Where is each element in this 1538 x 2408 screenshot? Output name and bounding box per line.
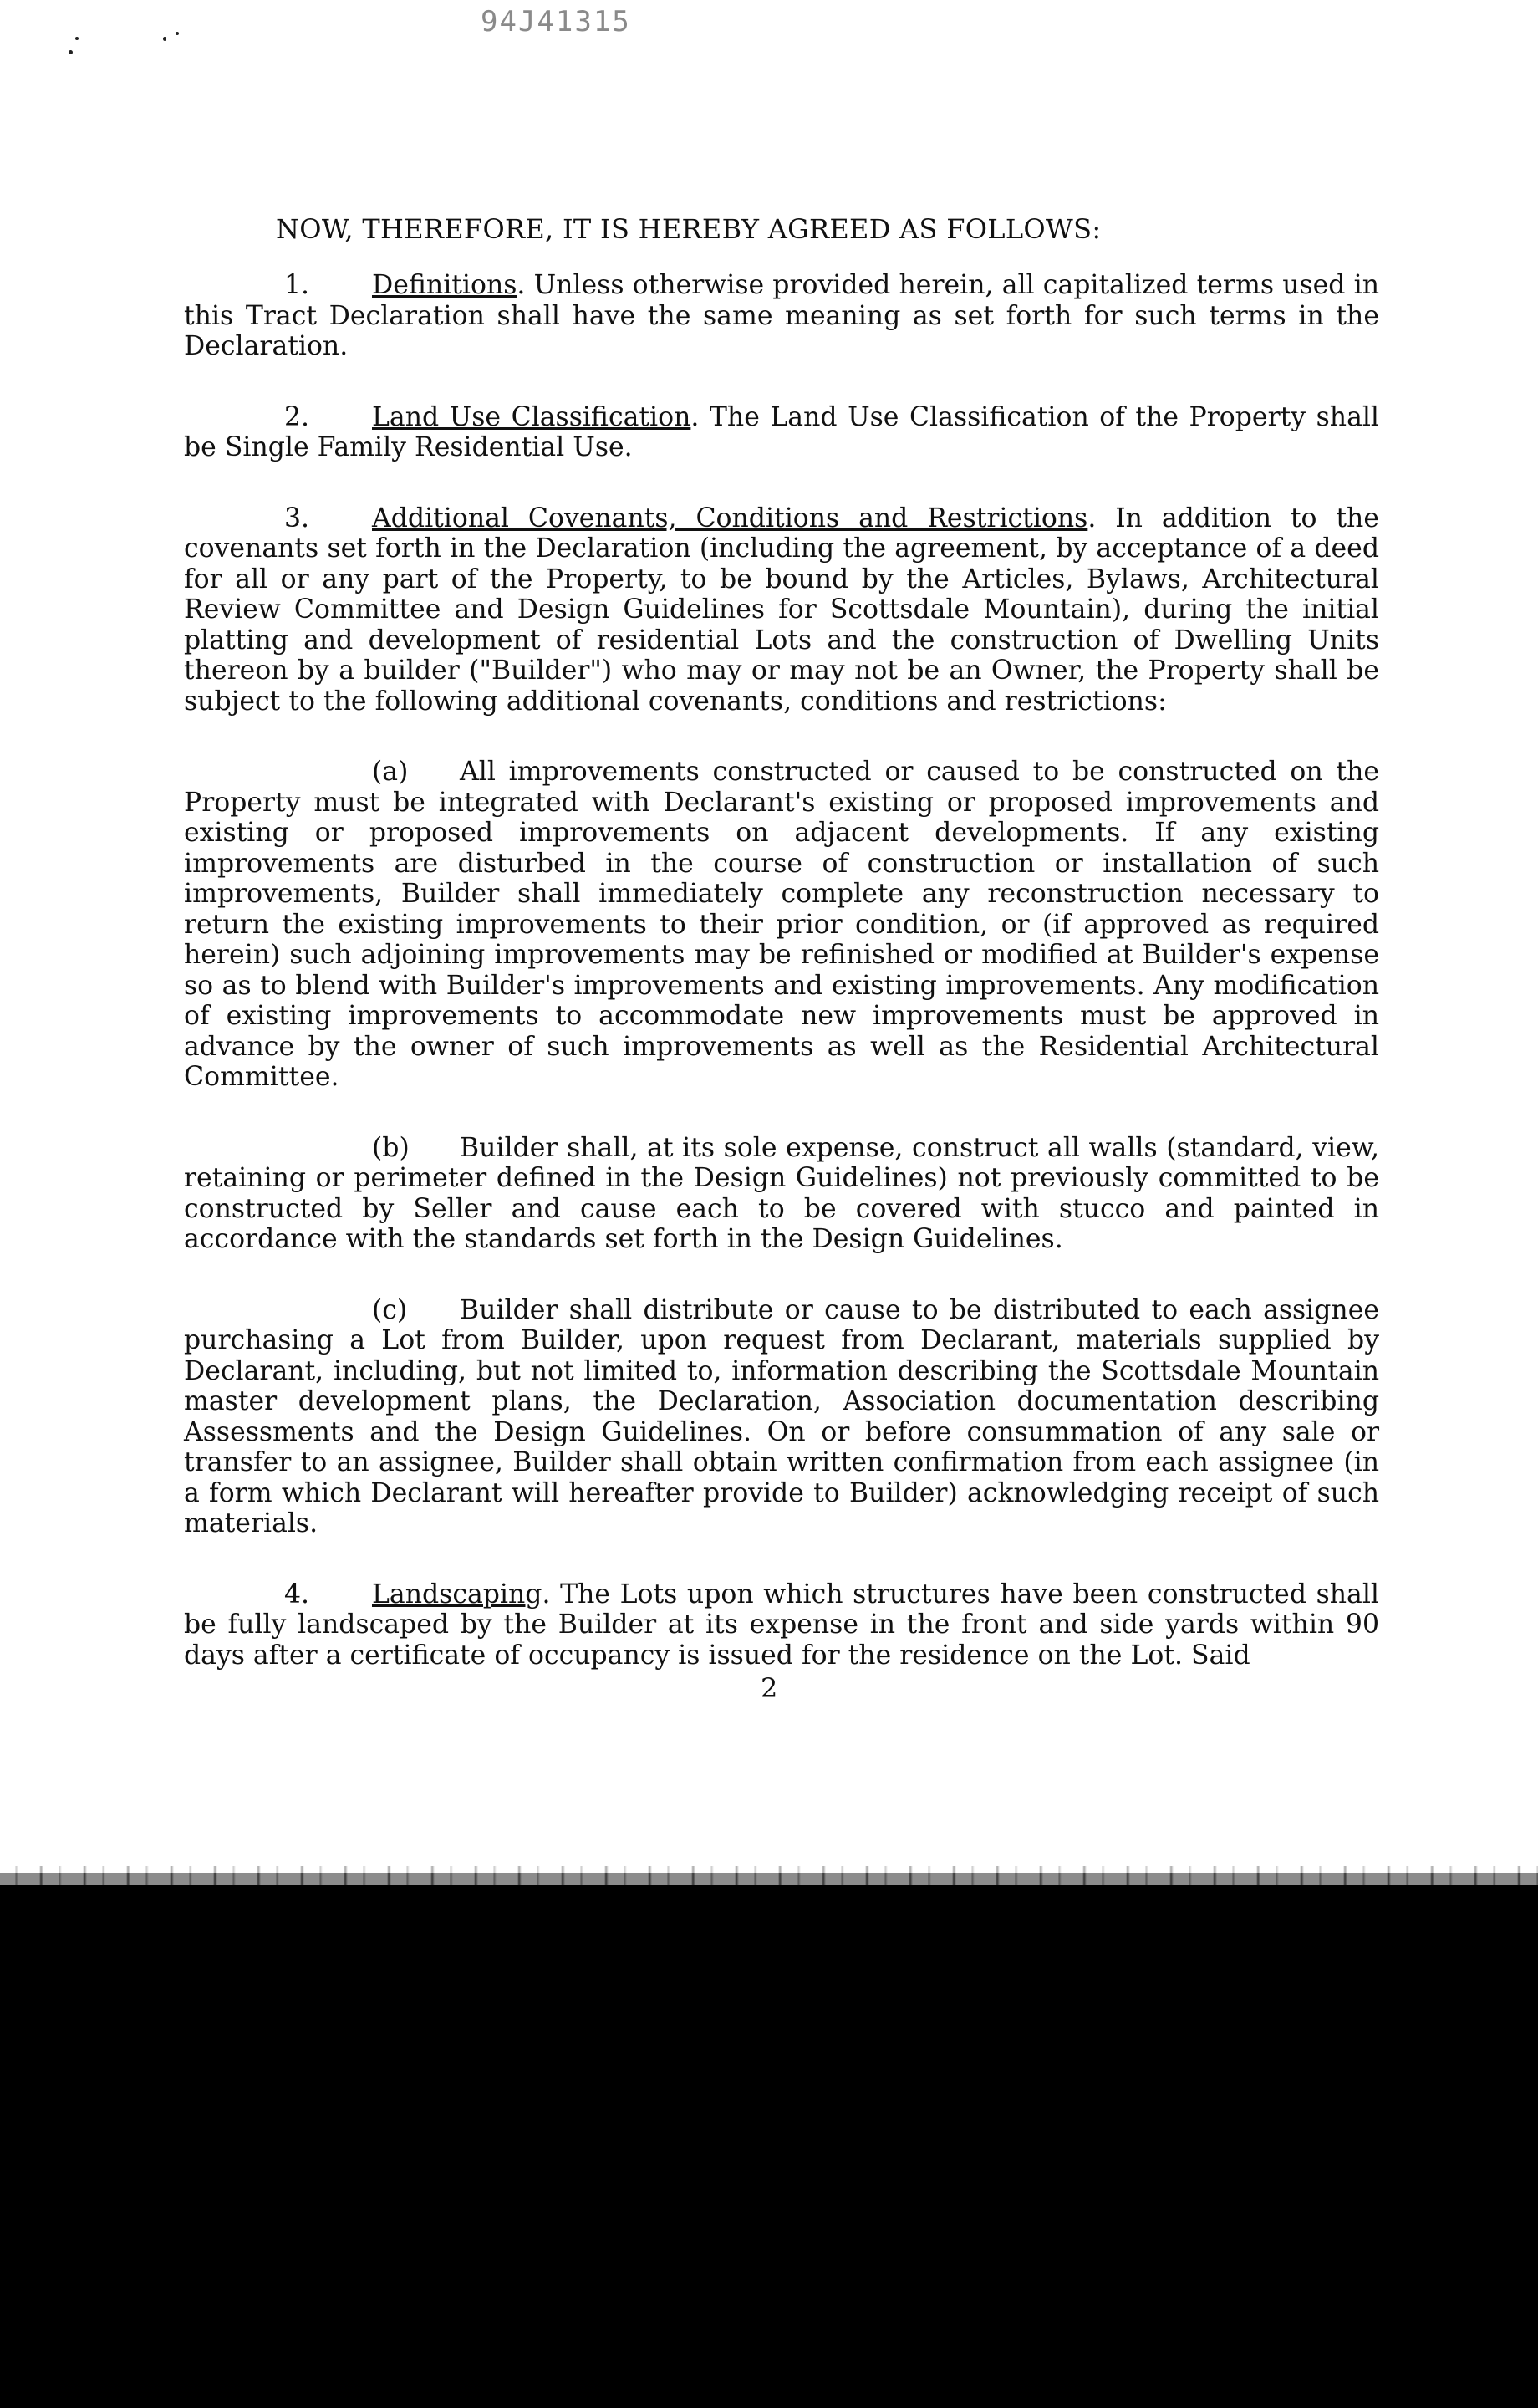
subsection-label: (c): [372, 1294, 408, 1325]
section-number: 2.: [284, 401, 310, 432]
subsection-c: [184, 1295, 1379, 1539]
scan-edge-artifact: [0, 1866, 1538, 1885]
document-body: [184, 213, 1379, 1671]
section-text: . In addition to the covenants set forth in the Declaration (including the agreement, by acceptance of a deed for all or any part of the Property, to be bound by the Articles, Bylaws, Architectural Review Committee and Design Guidelines for Scottsdale Mountain), during the initial platting and development of residential Lots and the construction of Dwelling Units thereon by a builder ("Builder") who may or may not be an Owner, the Property shall be subject to the following additional covenants, conditions and restrictions:: [184, 503, 1379, 717]
subsection-b: [184, 1133, 1379, 1255]
section-land-use: [184, 402, 1379, 463]
section-additional-covenants: [184, 503, 1379, 717]
subsection-a: [184, 757, 1379, 1093]
section-title: Additional Covenants, Conditions and Restrictions: [372, 503, 1088, 533]
subsection-text: Builder shall, at its sole expense, construct all walls (standard, view, retaining or perimeter defined in the Design Guidelines) not previously committed to be constructed by Seller and cause each to be covered with stucco and painted in accordance with the standards set forth in the Design Guidelines.: [184, 1132, 1379, 1254]
agreement-heading: NOW, THEREFORE, IT IS HEREBY AGREED AS FOLLOWS:: [276, 213, 1102, 245]
scan-speck: [163, 37, 166, 41]
subsection-text: Builder shall distribute or cause to be distributed to each assignee purchasing a Lot from Builder, upon request from Declarant, materials supplied by Declarant, including, but not limited to, information describing the Scottsdale Mountain master development plans, the Declaration, Association documentation describing Assessments and the Design Guidelines. On or before consummation of any sale or transfer to an assignee, Builder shall obtain written confirmation from each assignee (in a form which Declarant will hereafter provide to Builder) acknowledging receipt of such materials.: [184, 1294, 1379, 1538]
scan-speck: [69, 50, 73, 54]
scan-speck: [176, 32, 179, 35]
subsection-label: (b): [372, 1132, 410, 1163]
subsection-text: All improvements constructed or caused to be constructed on the Property must be integrated with Declarant's existing or proposed improvements and existing or proposed improvements on adjacent developments. If any existing improvements are disturbed in the course of construction or installation of such improvements, Builder shall immediately complete any reconstruction necessary to return the existing improvements to their prior condition, or (if approved as required herein) such adjoining improvements may be refinished or modified at Builder's expense so as to blend with Builder's improvements and existing improvements. Any modification of existing improvements to accommodate new improvements must be approved in advance by the owner of such improvements as well as the Residential Architectural Committee.: [184, 757, 1379, 1092]
scan-speck: [75, 37, 79, 40]
section-text: . Unless otherwise provided herein, all capitalized terms used in this Tract Declaration shall have the same meaning as set forth for such terms in the Declaration.: [184, 270, 1379, 361]
section-landscaping: [184, 1579, 1379, 1671]
section-definitions: [184, 270, 1379, 362]
document-number: 94J41315: [481, 5, 631, 38]
section-text: . The Lots upon which structures have been constructed shall be fully landscaped by the Builder at its expense in the front and side yards within 90 days after a certificate of occupancy is issued for the residence on the Lot. Said: [184, 1579, 1379, 1671]
section-title: Landscaping: [372, 1579, 542, 1610]
section-number: 1.: [284, 270, 310, 300]
subsection-label: (a): [372, 757, 409, 787]
page-number: 2: [761, 1672, 778, 1704]
section-title: Definitions: [372, 270, 517, 300]
section-number: 3.: [284, 503, 310, 533]
section-text: . The Land Use Classification of the Property shall be Single Family Residential Use.: [184, 401, 1379, 462]
section-title: Land Use Classification: [372, 401, 691, 432]
section-number: 4.: [284, 1579, 310, 1610]
